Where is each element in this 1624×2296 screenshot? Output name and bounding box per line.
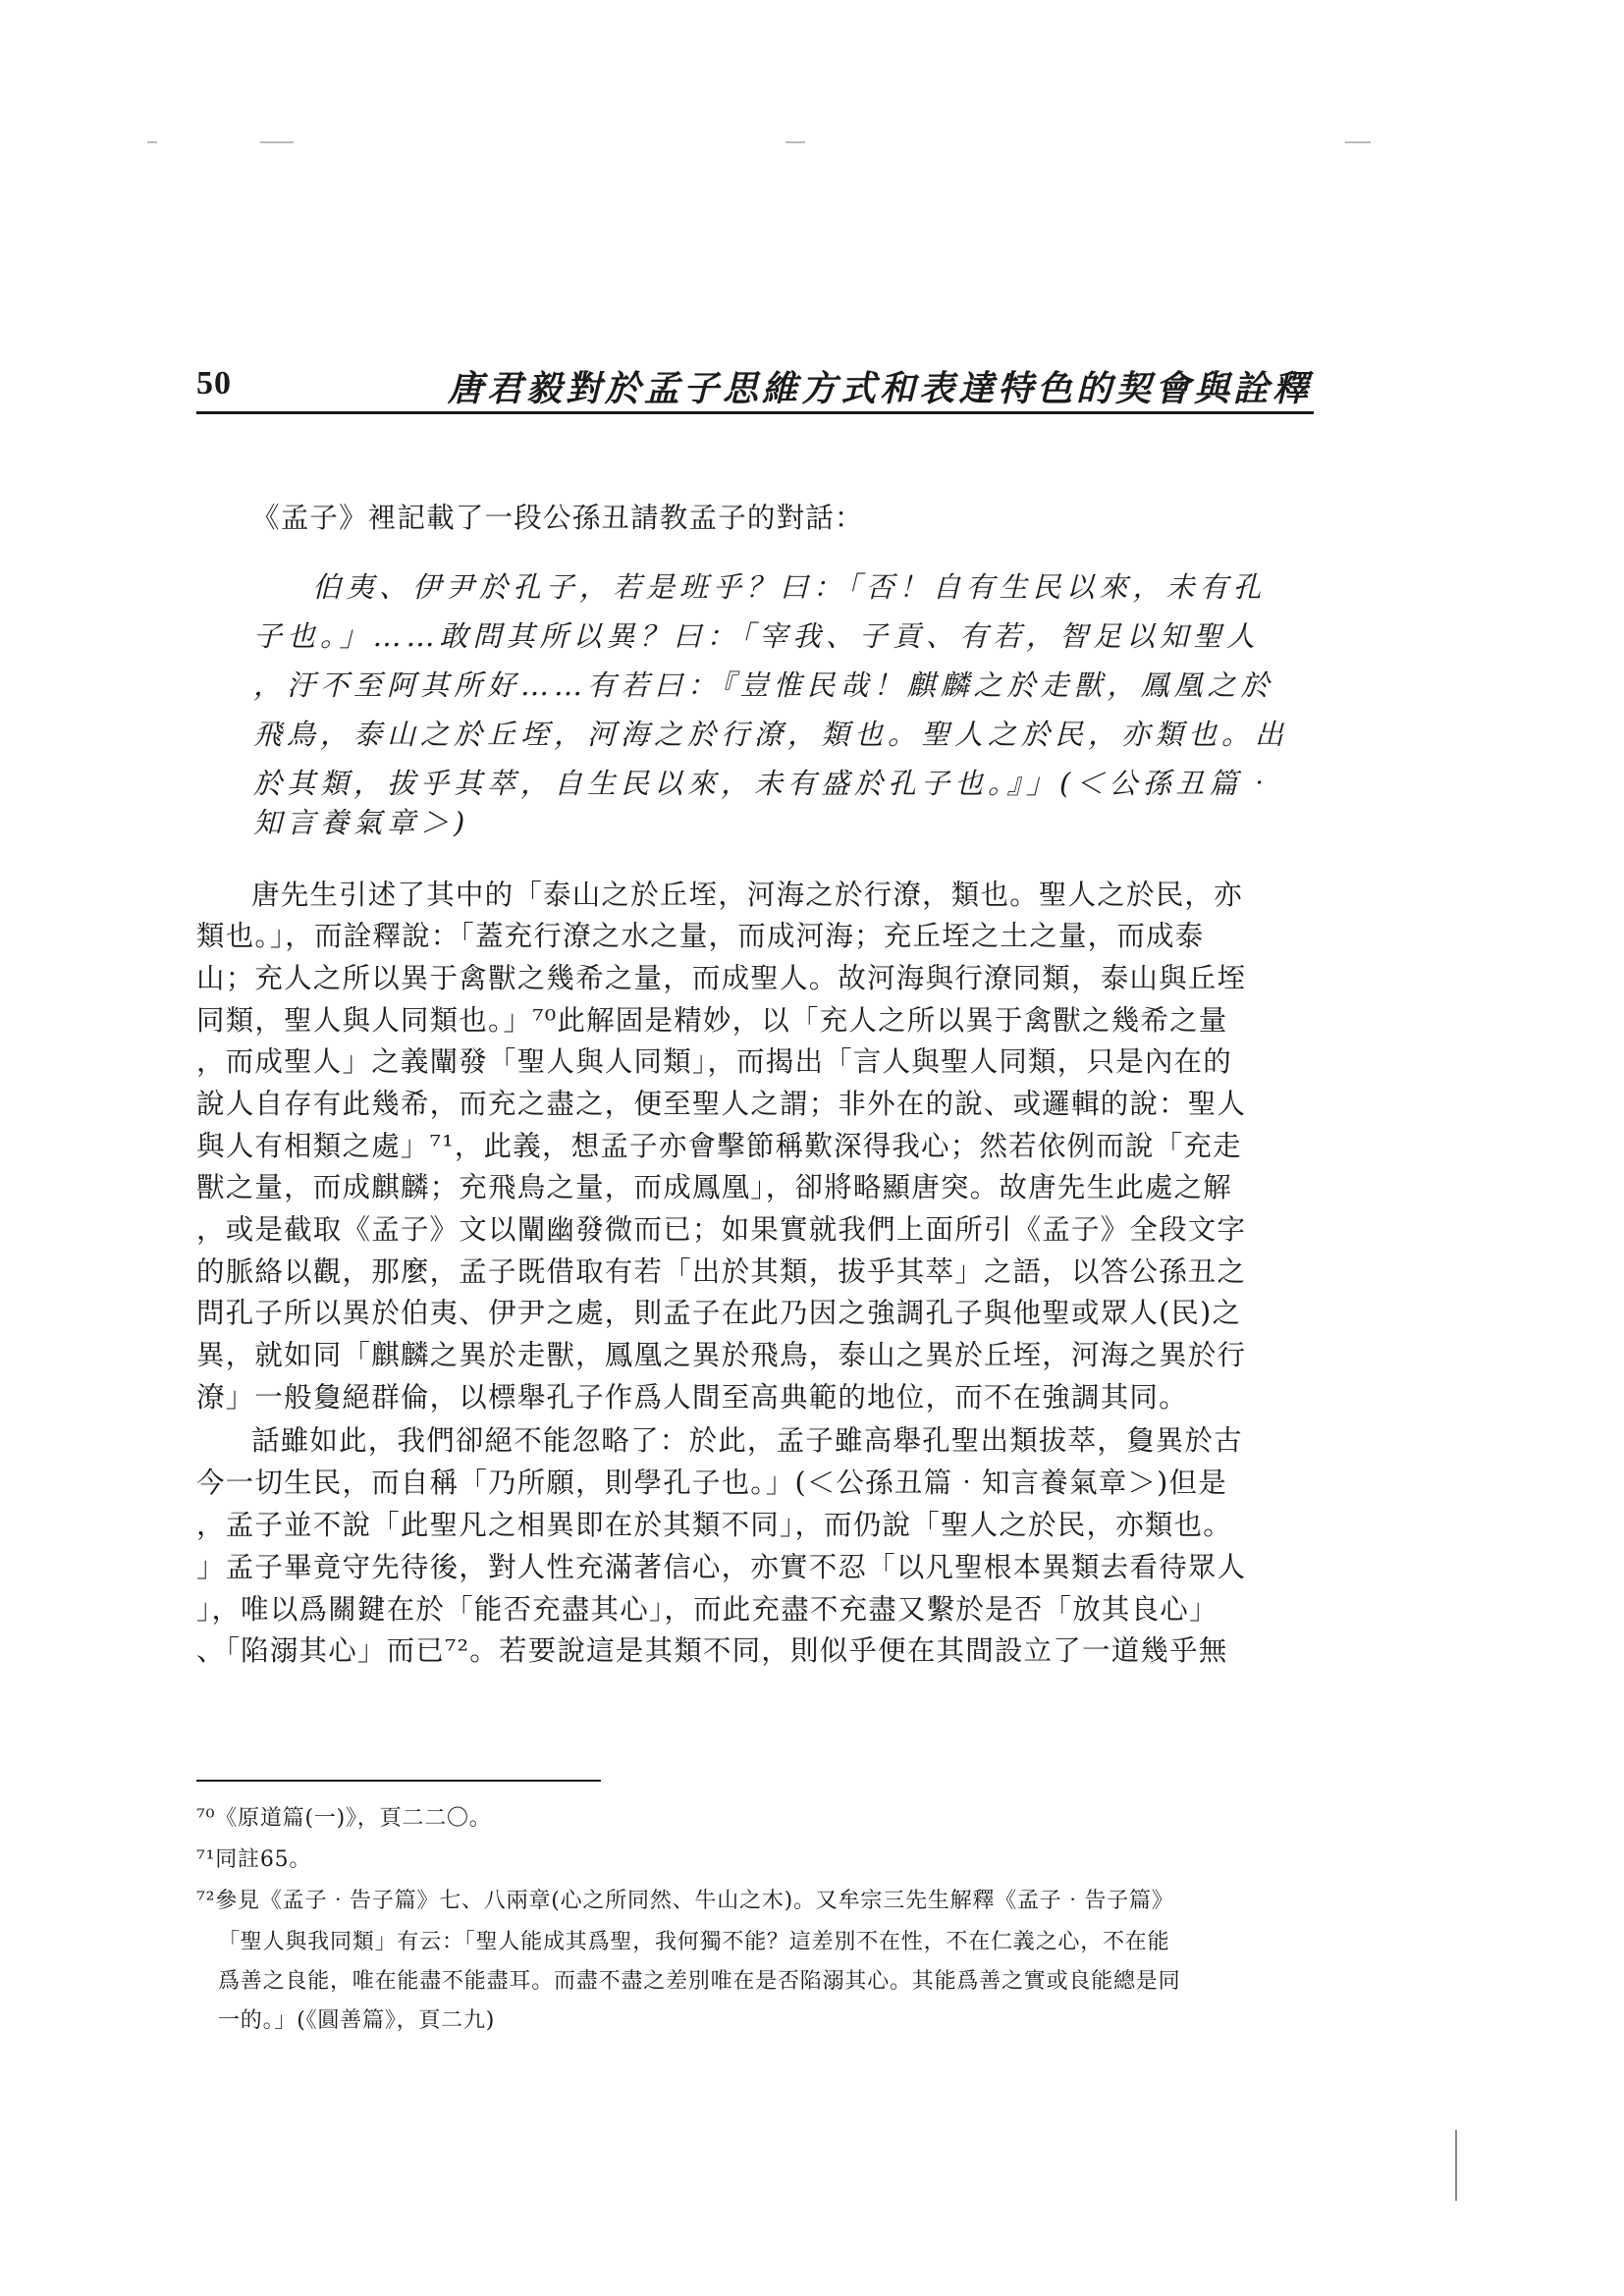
body-line: 問孔子所以異於伯夷、伊尹之處，則孟子在此乃因之強調孔子與他聖或眾人(民)之	[196, 1297, 1242, 1329]
footnote-72: ⁷²參見《孟子‧告子篇》七、八兩章(心之所同然、牛山之木)。又牟宗三先生解釋《孟子‧告子篇》	[196, 1889, 1174, 1913]
body-line: 話雖如此，我們卻絕不能忽略了：於此，孟子雖高舉孔聖出類拔萃，敻異於古	[251, 1424, 1243, 1457]
body-line: 今一切生民，而自稱「乃所願，則學孔子也。」(＜公孫丑篇‧知言養氣章＞)但是	[196, 1467, 1227, 1499]
body-line: ，或是截取《孟子》文以闡幽發微而已；如果實就我們上面所引《孟子》全段文字	[196, 1213, 1247, 1246]
body-line: 的脈絡以觀，那麼，孟子既借取有若「出於其類，拔乎其萃」之語，以答公孫丑之	[196, 1255, 1247, 1288]
header-rule	[196, 411, 1314, 414]
quote-line: 伯夷、伊尹於孔子，若是班乎？曰：「否！自有生民以來，未有孔	[312, 570, 1267, 604]
body-line: ，而成聖人」之義闡發「聖人與人同類」，而揭出「言人與聖人同類，只是內在的	[196, 1045, 1232, 1078]
quote-line: 飛鳥，泰山之於丘垤，河海之於行潦，類也。聖人之於民，亦類也。出	[253, 718, 1289, 751]
body-line: 獸之量，而成麒麟；充飛鳥之量，而成鳳凰」，卻將略顯唐突。故唐先生此處之解	[196, 1171, 1232, 1203]
body-line: 」孟子畢竟守先待後，對人性充滿著信心，亦實不忍「以凡聖根本異類去看待眾人	[196, 1551, 1247, 1583]
footnote-72-cont: 爲善之良能，唯在能盡不能盡耳。而盡不盡之差別唯在是否陷溺其心。其能爲善之實或良能總是同	[218, 1969, 1181, 1994]
footnote-rule	[196, 1780, 601, 1782]
body-line: 、「陷溺其心」而已⁷²。若要說這是其類不同，則似乎便在其間設立了一道幾乎無	[196, 1634, 1228, 1667]
body-line: 說人自存有此幾希，而充之盡之，便至聖人之謂；非外在的說、或邏輯的說：聖人	[196, 1088, 1247, 1120]
footnote-72-cont: 「聖人與我同類」有云：「聖人能成其爲聖，我何獨不能？這差別不在性，不在仁義之心，不在能	[218, 1930, 1170, 1954]
scan-margin-mark	[1455, 2130, 1457, 2201]
running-title: 唐君毅對於孟子思維方式和表達特色的契會與詮釋	[447, 368, 1312, 409]
footnote-70: ⁷⁰《原道篇(一)》，頁二二〇。	[196, 1806, 492, 1831]
body-line: 同類，聖人與人同類也。」⁷⁰此解固是精妙，以「充人之所以異于禽獸之幾希之量	[196, 1004, 1228, 1037]
scan-speck	[785, 141, 805, 143]
scan-speck	[147, 141, 157, 143]
body-line: 唐先生引述了其中的「泰山之於丘垤，河海之於行潦，類也。聖人之於民，亦	[251, 879, 1243, 911]
body-line: 類也。」，而詮釋說：「蓋充行潦之水之量，而成河海；充丘垤之土之量，而成泰	[196, 920, 1205, 952]
scan-speck	[260, 141, 294, 143]
body-line: ，孟子並不說「此聖凡之相異即在於其類不同」，而仍說「聖人之於民，亦類也。	[196, 1509, 1232, 1541]
scan-speck	[1345, 141, 1371, 143]
body-line: 與人有相類之處」⁷¹，此義，想孟子亦會擊節稱歎深得我心；然若依例而說「充走	[196, 1130, 1242, 1162]
quote-line: 於其類，拔乎其萃，自生民以來，未有盛於孔子也。』」(＜公孫丑篇‧	[253, 767, 1276, 800]
body-line: 山；充人之所以異于禽獸之幾希之量，而成聖人。故河海與行潦同類，泰山與丘垤	[196, 962, 1247, 994]
body-line: 潦」一般敻絕群倫，以標舉孔子作爲人間至高典範的地位，而不在強調其同。	[196, 1381, 1188, 1414]
quote-line: 知言養氣章＞)	[253, 806, 470, 839]
body-line: 異，就如同「麒麟之異於走獸，鳳凰之異於飛鳥，泰山之異於丘垤，河海之異於行	[196, 1339, 1247, 1371]
intro-line: 《孟子》裡記載了一段公孫丑請教孟子的對話：	[251, 502, 864, 534]
quote-line: ，汙不至阿其所好……有若曰：『豈惟民哉！麒麟之於走獸，鳳凰之於	[253, 668, 1274, 702]
footnote-71: ⁷¹同註65。	[196, 1847, 312, 1872]
quote-line: 子也。」……敢問其所以異？曰：「宰我、子貢、有若，智足以知聖人	[253, 619, 1261, 653]
page-number: 50	[196, 365, 232, 401]
footnote-72-cont: 一的。」(《圓善篇》，頁二九)	[218, 2008, 496, 2033]
body-line: 」，唯以爲關鍵在於「能否充盡其心」，而此充盡不充盡又繫於是否「放其良心」	[196, 1593, 1218, 1626]
